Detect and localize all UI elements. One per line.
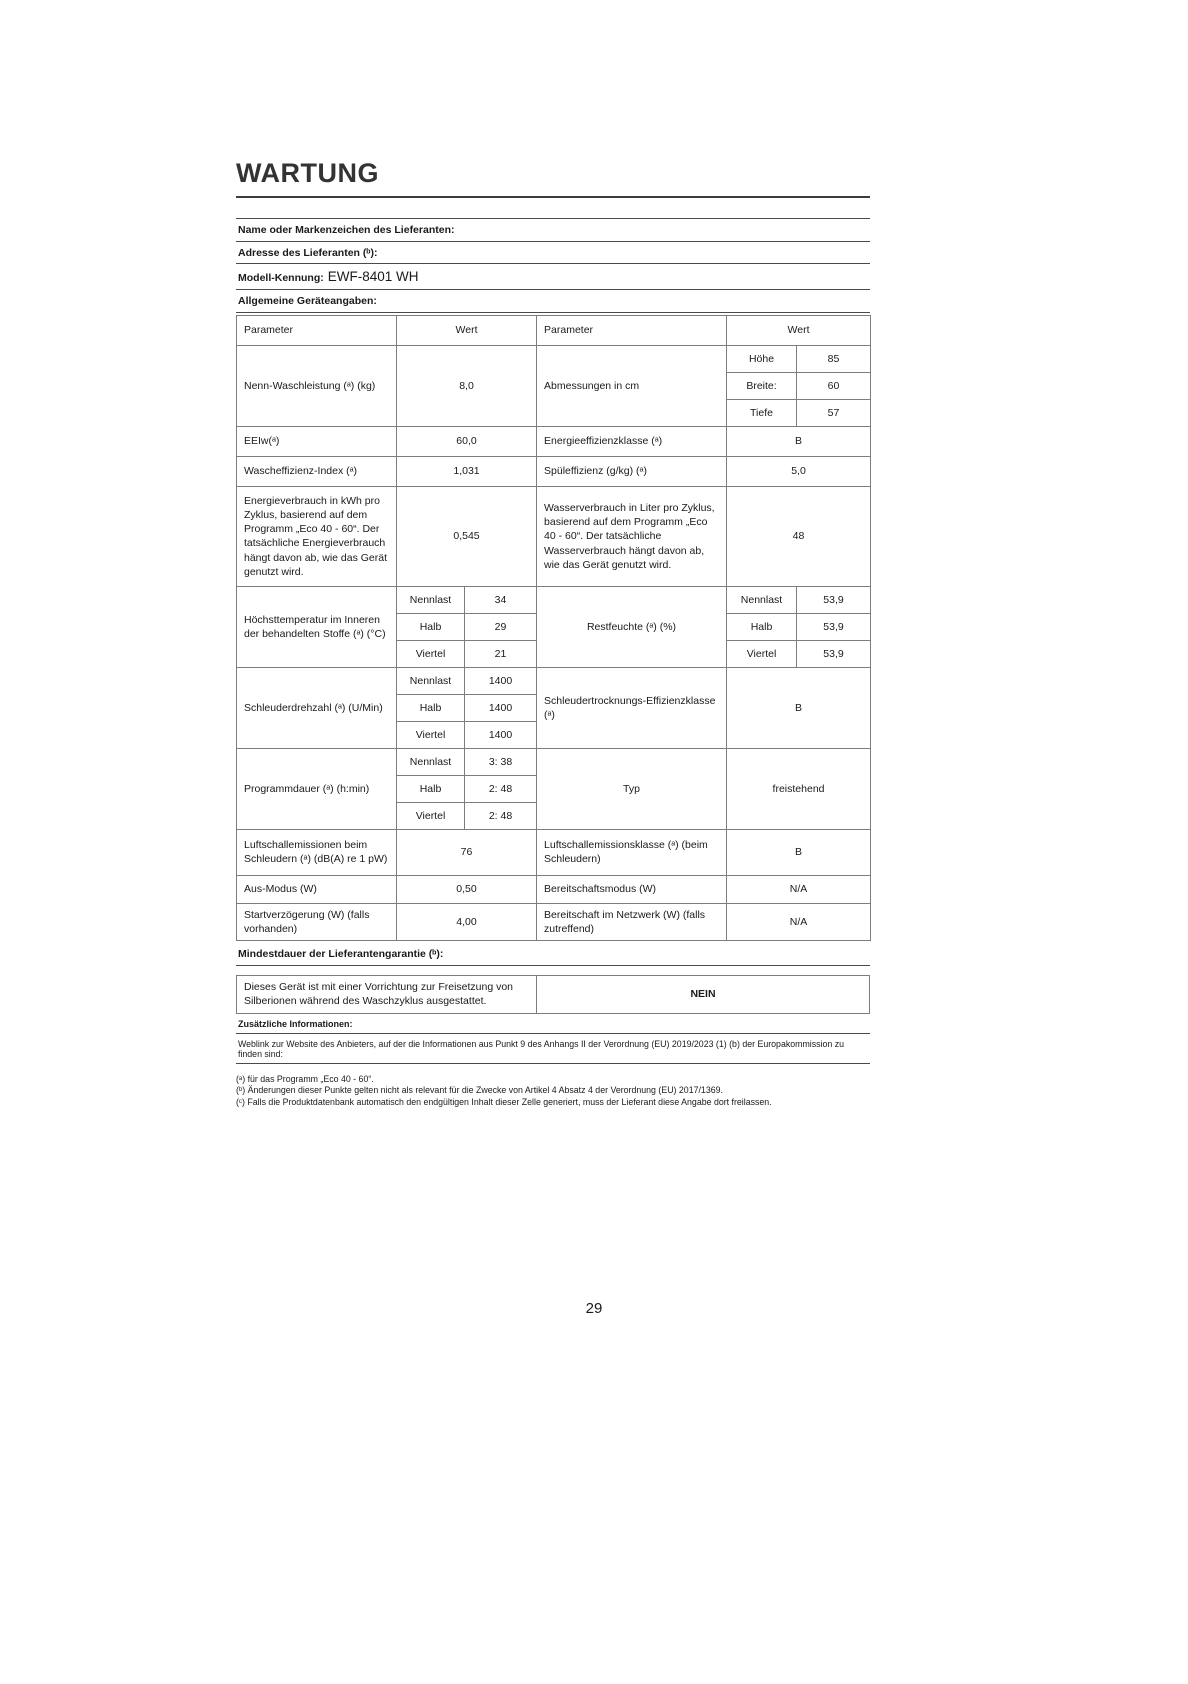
supplier-name-row: Name oder Markenzeichen des Lieferanten: xyxy=(236,219,870,242)
table-row xyxy=(237,748,871,775)
param-energy-class: Energieeffizienzklasse (ᵃ) xyxy=(537,426,727,456)
footnote: (ᵇ) Änderungen dieser Punkte gelten nicht als relevant für die Zwecke von Artikel 4 Absatz 4 der Verordnung (EU) 2017/1369. xyxy=(236,1085,723,1096)
param-rinse: Spüleffizienz (g/kg) (ᵃ) xyxy=(537,456,727,486)
additional-info-row: Zusätzliche Informationen: xyxy=(236,1014,870,1034)
page-number: 29 xyxy=(585,1300,603,1317)
supplier-info-block xyxy=(236,218,870,313)
value-wash-index: 1,031 xyxy=(397,456,537,486)
value-spin-class: B xyxy=(727,667,871,748)
param-residual-moisture: Restfeuchte (ᵃ) (%) xyxy=(537,586,727,667)
load-label-half: Halb xyxy=(397,694,465,721)
value-energy-class: B xyxy=(727,426,871,456)
load-label-half: Halb xyxy=(397,775,465,802)
param-dimensions: Abmessungen in cm xyxy=(537,345,727,426)
param-off-mode: Aus-Modus (W) xyxy=(237,875,397,903)
param-capacity: Nenn-Waschleistung (ᵃ) (kg) xyxy=(237,345,397,426)
supplier-address-row: Adresse des Lieferanten (ᵇ): xyxy=(236,242,870,265)
device-data-table xyxy=(236,315,871,941)
value-duration-quarter: 2: 48 xyxy=(465,802,537,829)
table-row xyxy=(237,903,871,940)
value-moisture-quarter: 53,9 xyxy=(797,640,871,667)
table-row xyxy=(237,426,871,456)
footnote: (ᵃ) für das Programm „Eco 40 - 60“. xyxy=(236,1073,374,1084)
param-energy-consumption: Energieverbrauch in kWh pro Zyklus, basierend auf dem Programm „Eco 40 - 60“. Der tatsächliche Energieverbrauch hängt davon ab, wie das Gerät genutzt wird. xyxy=(237,486,397,586)
silver-ion-value: NEIN xyxy=(537,976,870,1013)
param-max-temp: Höchsttemperatur im Inneren der behandelten Stoffe (ᵃ) (°C) xyxy=(237,586,397,667)
value-duration-half: 2: 48 xyxy=(465,775,537,802)
weblink-row: Weblink zur Website des Anbieters, auf der die Informationen aus Punkt 9 des Anhangs II der Verordnung (EU) 2019/2023 (1) (b) der Europakommission zu finden sind: xyxy=(236,1034,870,1064)
param-eei: EEIw(ᵃ) xyxy=(237,426,397,456)
table-row xyxy=(237,829,871,875)
header-wert-right: Wert xyxy=(727,315,871,345)
param-wash-index: Wascheffizienz-Index (ᵃ) xyxy=(237,456,397,486)
table-header-row xyxy=(237,315,871,345)
document-content xyxy=(236,158,870,1108)
header-parameter-left: Parameter xyxy=(237,315,397,345)
table-row xyxy=(237,486,871,586)
value-spin-full: 1400 xyxy=(465,667,537,694)
value-capacity: 8,0 xyxy=(397,345,537,426)
table-row xyxy=(237,667,871,694)
value-network-standby: N/A xyxy=(727,903,871,940)
dimension-value-depth: 57 xyxy=(797,399,871,426)
load-label-quarter: Viertel xyxy=(727,640,797,667)
value-moisture-full: 53,9 xyxy=(797,586,871,613)
value-max-temp-half: 29 xyxy=(465,613,537,640)
dimension-value-width: 60 xyxy=(797,372,871,399)
param-noise-class: Luftschallemissionsklasse (ᵃ) (beim Schleudern) xyxy=(537,829,727,875)
load-label-full: Nennlast xyxy=(397,667,465,694)
param-noise: Luftschallemissionen beim Schleudern (ᵃ) (dB(A) re 1 pW) xyxy=(237,829,397,875)
value-water-consumption: 48 xyxy=(727,486,871,586)
dimension-label-height: Höhe xyxy=(727,345,797,372)
load-label-full: Nennlast xyxy=(727,586,797,613)
header-wert-left: Wert xyxy=(397,315,537,345)
model-id-value: EWF-8401 WH xyxy=(327,269,419,285)
model-id-label: Modell-Kennung: xyxy=(238,272,324,285)
value-eei: 60,0 xyxy=(397,426,537,456)
table-row xyxy=(237,456,871,486)
dimension-label-depth: Tiefe xyxy=(727,399,797,426)
page-title: WARTUNG xyxy=(236,158,870,198)
param-water-consumption: Wasserverbrauch in Liter pro Zyklus, basierend auf dem Programm „Eco 40 - 60“. Der tatsächliche Wasserverbrauch hängt davon ab, wie das Gerät genutzt wird. xyxy=(537,486,727,586)
load-label-half: Halb xyxy=(727,613,797,640)
load-label-full: Nennlast xyxy=(397,586,465,613)
value-max-temp-full: 34 xyxy=(465,586,537,613)
value-noise-class: B xyxy=(727,829,871,875)
param-standby: Bereitschaftsmodus (W) xyxy=(537,875,727,903)
value-standby: N/A xyxy=(727,875,871,903)
warranty-row: Mindestdauer der Lieferantengarantie (ᵇ): xyxy=(236,941,870,966)
value-moisture-half: 53,9 xyxy=(797,613,871,640)
param-spin-class: Schleudertrocknungs-Effizienzklasse (ᵃ) xyxy=(537,667,727,748)
value-delay-start: 4,00 xyxy=(397,903,537,940)
silver-ion-text: Dieses Gerät ist mit einer Vorrichtung zur Freisetzung von Silberionen während des Waschzyklus ausgestattet. xyxy=(237,976,537,1013)
header-parameter-right: Parameter xyxy=(537,315,727,345)
general-info-row: Allgemeine Geräteangaben: xyxy=(236,290,870,313)
value-duration-full: 3: 38 xyxy=(465,748,537,775)
value-rinse: 5,0 xyxy=(727,456,871,486)
load-label-quarter: Viertel xyxy=(397,721,465,748)
param-network-standby: Bereitschaft im Netzwerk (W) (falls zutreffend) xyxy=(537,903,727,940)
value-noise: 76 xyxy=(397,829,537,875)
value-spin-quarter: 1400 xyxy=(465,721,537,748)
param-duration: Programmdauer (ᵃ) (h:min) xyxy=(237,748,397,829)
dimension-label-width: Breite: xyxy=(727,372,797,399)
param-type: Typ xyxy=(537,748,727,829)
dimension-value-height: 85 xyxy=(797,345,871,372)
footnotes-block xyxy=(236,1074,870,1108)
param-delay-start: Startverzögerung (W) (falls vorhanden) xyxy=(237,903,397,940)
footnote: (ᶜ) Falls die Produktdatenbank automatisch den endgültigen Inhalt dieser Zelle generiert, muss der Lieferant diese Angabe dort freilassen. xyxy=(236,1096,772,1107)
load-label-half: Halb xyxy=(397,613,465,640)
table-row xyxy=(237,875,871,903)
value-max-temp-quarter: 21 xyxy=(465,640,537,667)
table-row xyxy=(237,345,871,372)
param-spin-speed: Schleuderdrehzahl (ᵃ) (U/Min) xyxy=(237,667,397,748)
table-row xyxy=(237,586,871,613)
model-id-row xyxy=(236,264,870,290)
silver-ion-row xyxy=(237,976,870,1013)
load-label-quarter: Viertel xyxy=(397,802,465,829)
value-spin-half: 1400 xyxy=(465,694,537,721)
value-energy-consumption: 0,545 xyxy=(397,486,537,586)
value-type: freistehend xyxy=(727,748,871,829)
value-off-mode: 0,50 xyxy=(397,875,537,903)
silver-ion-table xyxy=(236,975,870,1013)
load-label-full: Nennlast xyxy=(397,748,465,775)
load-label-quarter: Viertel xyxy=(397,640,465,667)
